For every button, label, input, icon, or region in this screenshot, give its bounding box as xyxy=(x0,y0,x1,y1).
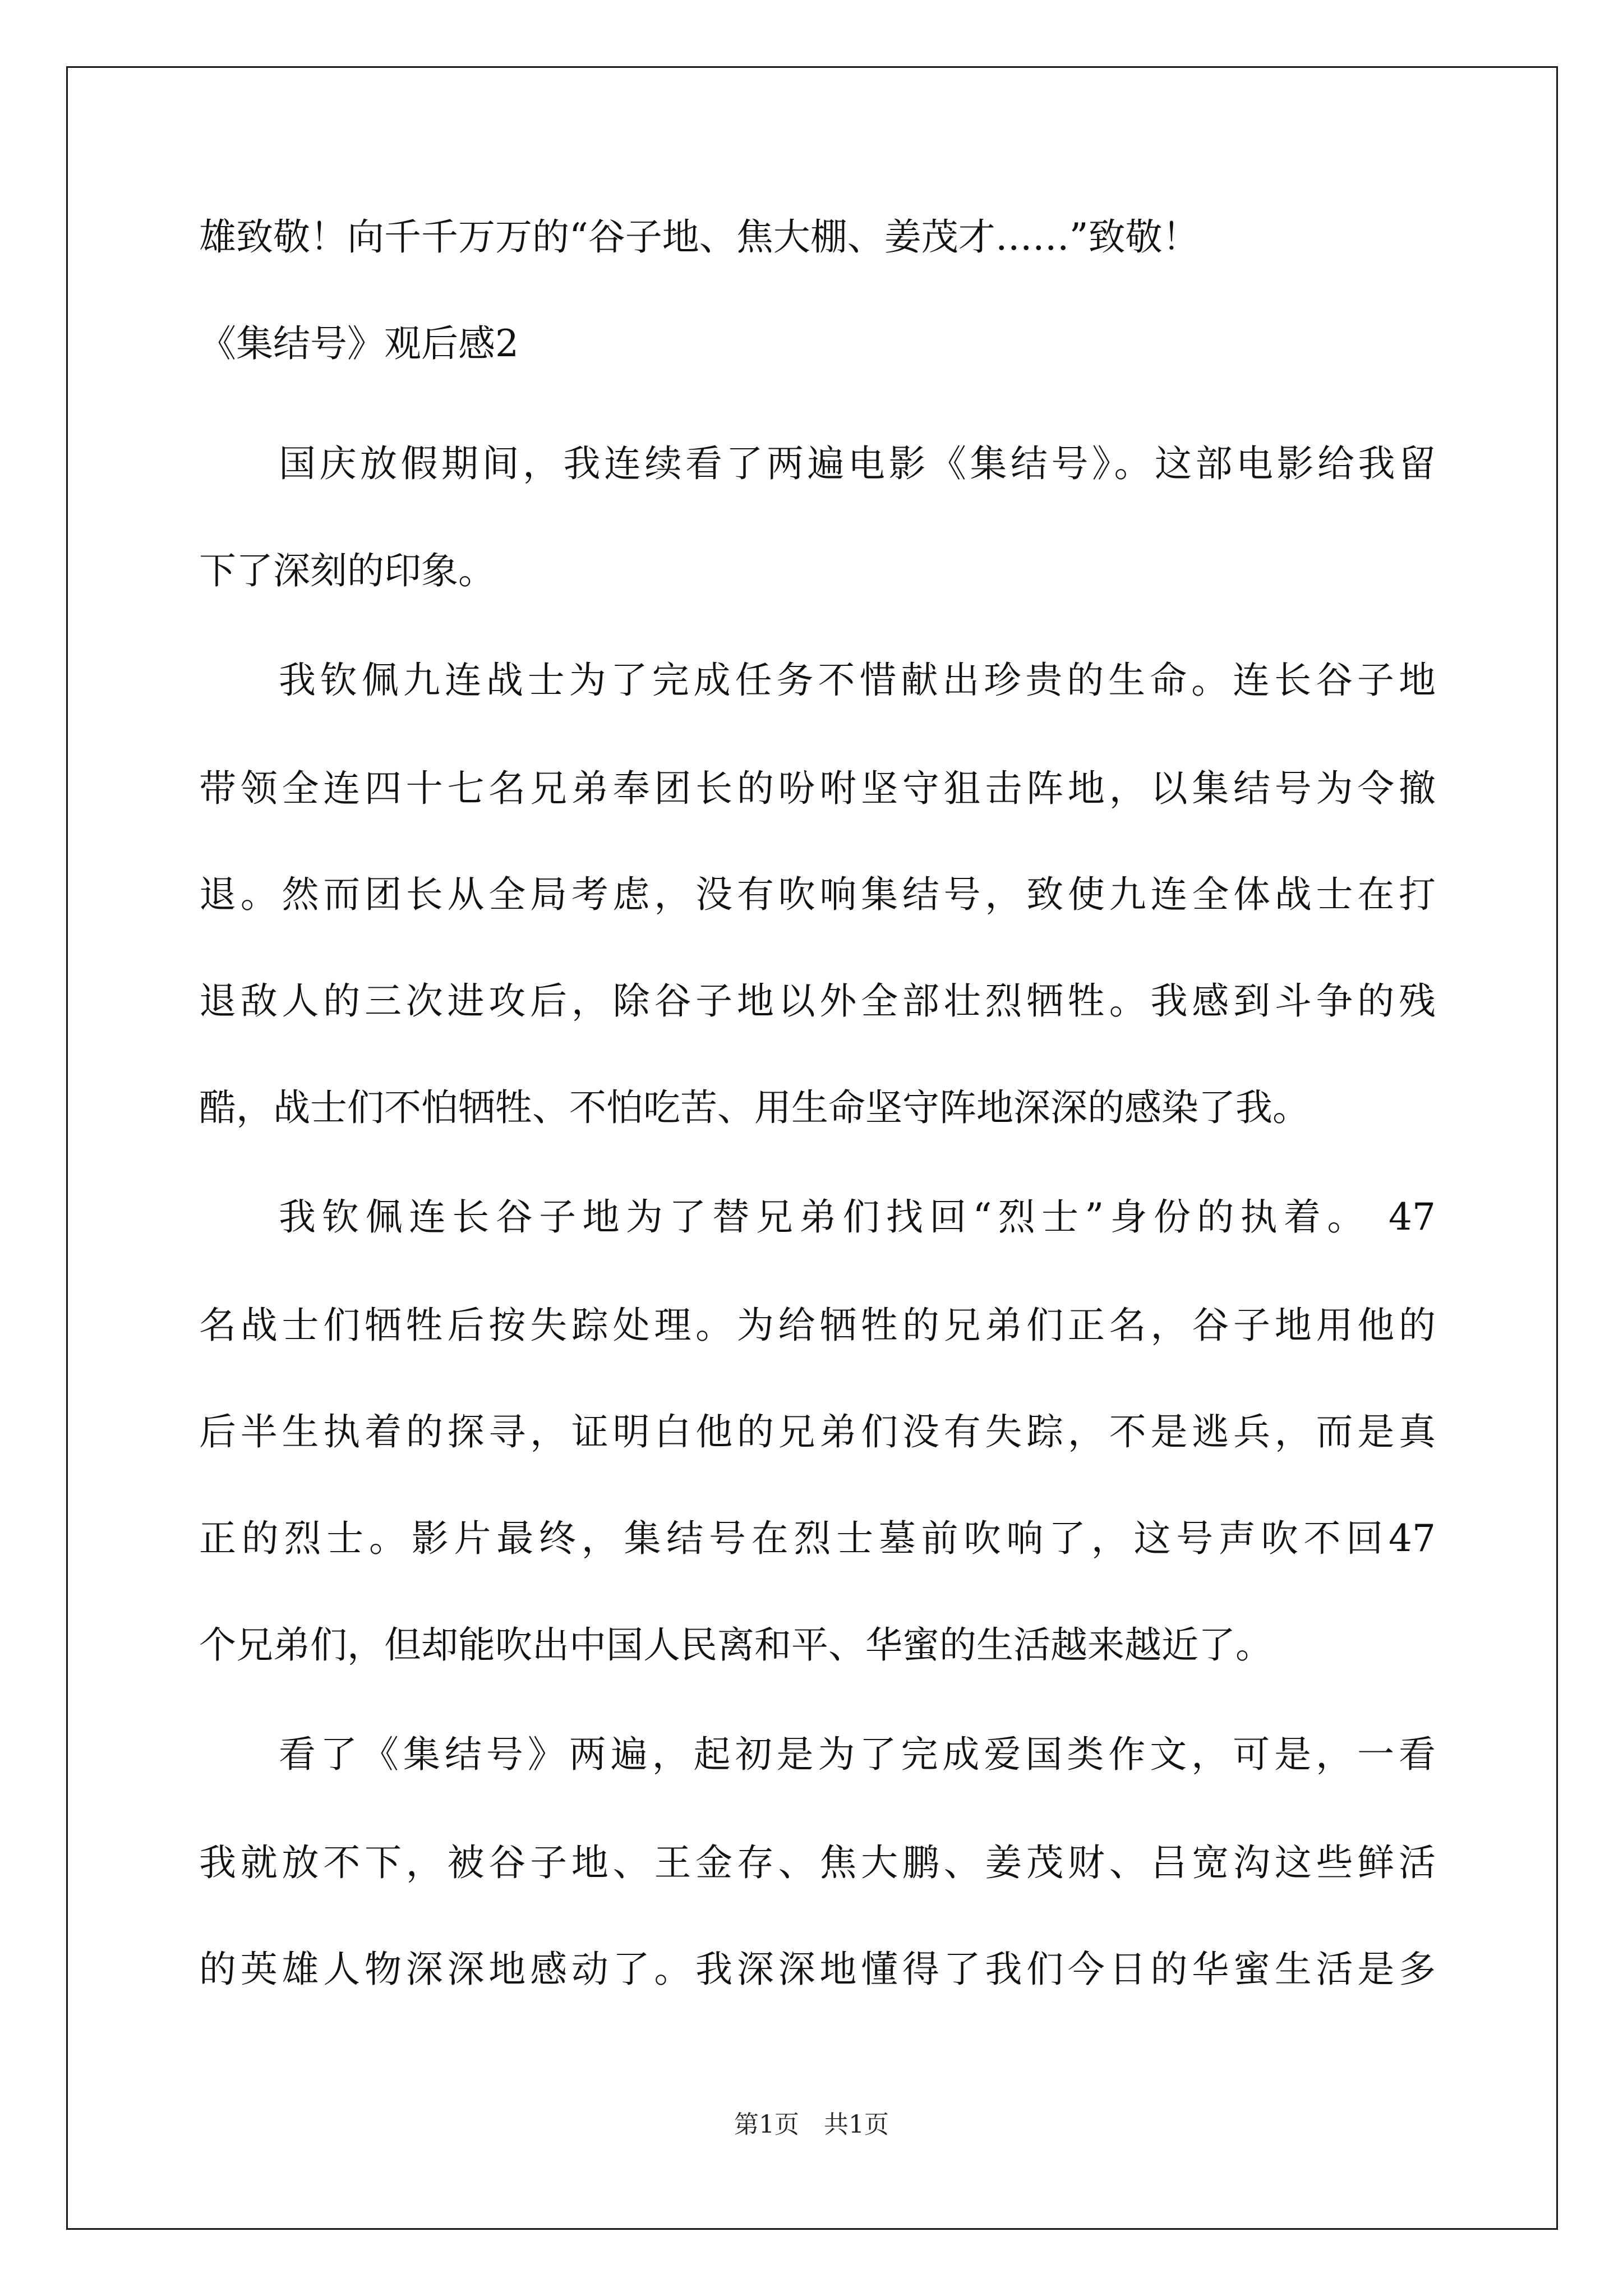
text-line: 国庆放假期间，我连续看了两遍电影《集结号》。这部电影给我留 xyxy=(279,442,1436,485)
text-line: 的英雄人物深深地感动了。我深深地懂得了我们今日的华蜜生活是多 xyxy=(199,1948,1436,1991)
text-line: 下了深刻的印象。 xyxy=(199,549,495,592)
text-line: 个兄弟们，但却能吹出中国人民离和平、华蜜的生活越来越近了。 xyxy=(199,1623,1272,1667)
page-footer: 第1页 共1页 xyxy=(734,2110,889,2139)
text-line: 名战士们牺牲后按失踪处理。为给牺牲的兄弟们正名，谷子地用他的 xyxy=(199,1304,1436,1347)
text-line: 带领全连四十七名兄弟奉团长的吩咐坚守狙击阵地，以集结号为令撤 xyxy=(199,767,1436,810)
text-line: 正的烈士。影片最终，集结号在烈士墓前吹响了，这号声吹不回47 xyxy=(199,1517,1436,1560)
section-title: 《集结号》观后感2 xyxy=(199,322,519,365)
text-line: 酷，战士们不怕牺牲、不怕吃苦、用生命坚守阵地深深的感染了我。 xyxy=(199,1086,1310,1129)
page-border xyxy=(66,66,1558,2230)
text-line: 我钦佩九连战士为了完成任务不惜献出珍贵的生命。连长谷子地 xyxy=(279,659,1436,702)
text-line: 我就放不下，被谷子地、王金存、焦大鹏、姜茂财、吕宽沟这些鲜活 xyxy=(199,1841,1436,1884)
text-line: 后半生执着的探寻，证明白他的兄弟们没有失踪，不是逃兵，而是真 xyxy=(199,1410,1436,1453)
text-line: 退敌人的三次进攻后，除谷子地以外全部壮烈牺牲。我感到斗争的残 xyxy=(199,979,1436,1023)
text-line: 我钦佩连长谷子地为了替兄弟们找回“烈士”身份的执着。 47 xyxy=(279,1195,1436,1239)
text-line: 雄致敬！向千千万万的“谷子地、焦大棚、姜茂才……”致敬！ xyxy=(199,215,1200,259)
text-line: 看了《集结号》两遍，起初是为了完成爱国类作文，可是，一看 xyxy=(279,1733,1436,1776)
text-line: 退。然而团长从全局考虑，没有吹响集结号，致使九连全体战士在打 xyxy=(199,873,1436,916)
